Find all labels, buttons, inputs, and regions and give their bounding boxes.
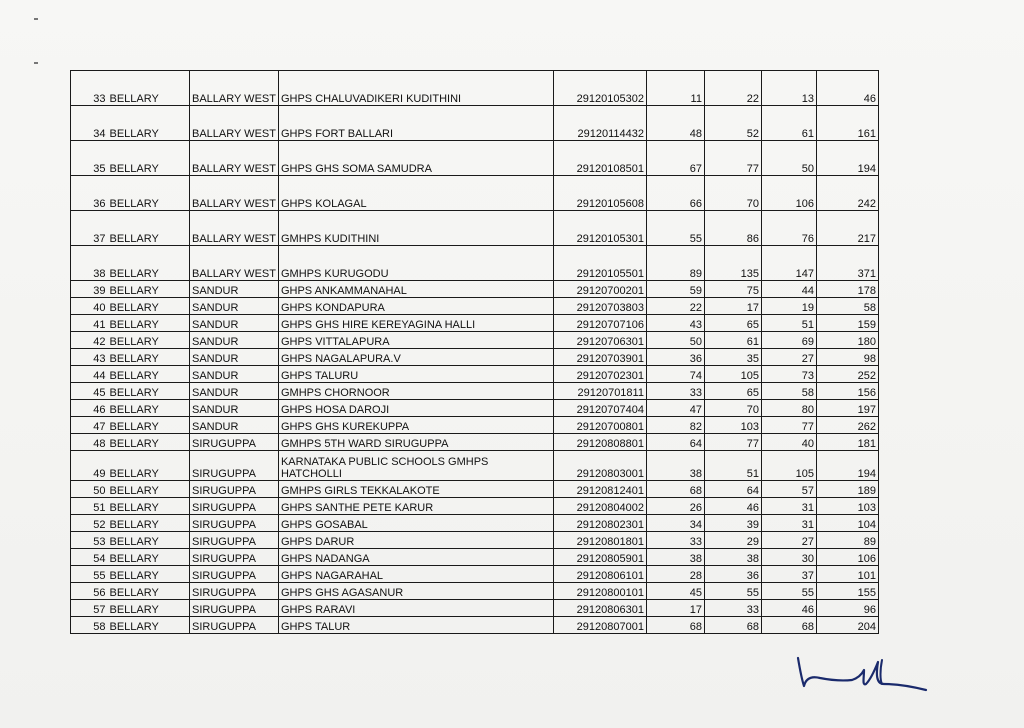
udise-code-cell: 29120105302 xyxy=(553,71,646,106)
udise-code-cell: 29120802301 xyxy=(553,515,646,532)
block-cell: SANDUR xyxy=(190,298,279,315)
school-name-cell: GMHPS GIRLS TEKKALAKOTE xyxy=(278,481,553,498)
district-cell: BELLARY xyxy=(108,417,190,434)
count-2-cell: 86 xyxy=(704,211,761,246)
table-row xyxy=(71,246,879,281)
block-cell: BALLARY WEST xyxy=(190,246,279,281)
table-row xyxy=(71,383,879,400)
district-cell: BELLARY xyxy=(108,400,190,417)
school-name-cell: GMHPS KURUGODU xyxy=(278,246,553,281)
table-row xyxy=(71,106,879,141)
count-3-cell: 55 xyxy=(761,583,816,600)
count-1-cell: 47 xyxy=(646,400,704,417)
school-enrollment-table xyxy=(70,70,879,634)
udise-code-cell: 29120800101 xyxy=(553,583,646,600)
school-name-cell: GHPS HOSA DAROJI xyxy=(278,400,553,417)
total-cell: 178 xyxy=(816,281,878,298)
table-row xyxy=(71,211,879,246)
count-3-cell: 31 xyxy=(761,515,816,532)
count-3-cell: 27 xyxy=(761,532,816,549)
district-cell: BELLARY xyxy=(108,481,190,498)
total-cell: 155 xyxy=(816,583,878,600)
udise-code-cell: 29120806301 xyxy=(553,600,646,617)
serial-number-cell: 53 xyxy=(71,532,108,549)
block-cell: SIRUGUPPA xyxy=(190,515,279,532)
serial-number-cell: 47 xyxy=(71,417,108,434)
total-cell: 96 xyxy=(816,600,878,617)
count-1-cell: 82 xyxy=(646,417,704,434)
udise-code-cell: 29120701811 xyxy=(553,383,646,400)
count-1-cell: 45 xyxy=(646,583,704,600)
udise-code-cell: 29120105501 xyxy=(553,246,646,281)
udise-code-cell: 29120801801 xyxy=(553,532,646,549)
total-cell: 189 xyxy=(816,481,878,498)
school-name-cell: KARNATAKA PUBLIC SCHOOLS GMHPS HATCHOLLI xyxy=(278,451,553,481)
count-1-cell: 22 xyxy=(646,298,704,315)
serial-number-cell: 38 xyxy=(71,246,108,281)
udise-code-cell: 29120805901 xyxy=(553,549,646,566)
total-cell: 204 xyxy=(816,617,878,634)
table-row xyxy=(71,566,879,583)
udise-code-cell: 29120808801 xyxy=(553,434,646,451)
udise-code-cell: 29120807001 xyxy=(553,617,646,634)
udise-code-cell: 29120703803 xyxy=(553,298,646,315)
udise-code-cell: 29120806101 xyxy=(553,566,646,583)
school-name-cell: GMHPS 5TH WARD SIRUGUPPA xyxy=(278,434,553,451)
district-cell: BELLARY xyxy=(108,583,190,600)
school-name-cell: GHPS KONDAPURA xyxy=(278,298,553,315)
count-2-cell: 103 xyxy=(704,417,761,434)
district-cell: BELLARY xyxy=(108,515,190,532)
school-name-cell: GHPS VITTALAPURA xyxy=(278,332,553,349)
block-cell: BALLARY WEST xyxy=(190,211,279,246)
count-2-cell: 65 xyxy=(704,383,761,400)
count-2-cell: 70 xyxy=(704,176,761,211)
total-cell: 252 xyxy=(816,366,878,383)
district-cell: BELLARY xyxy=(108,451,190,481)
total-cell: 371 xyxy=(816,246,878,281)
count-1-cell: 38 xyxy=(646,549,704,566)
count-2-cell: 51 xyxy=(704,451,761,481)
count-2-cell: 17 xyxy=(704,298,761,315)
school-name-cell: GHPS GHS SOMA SAMUDRA xyxy=(278,141,553,176)
block-cell: SANDUR xyxy=(190,417,279,434)
district-cell: BELLARY xyxy=(108,600,190,617)
serial-number-cell: 35 xyxy=(71,141,108,176)
total-cell: 161 xyxy=(816,106,878,141)
count-2-cell: 135 xyxy=(704,246,761,281)
udise-code-cell: 29120114432 xyxy=(553,106,646,141)
signature xyxy=(790,650,930,700)
count-3-cell: 19 xyxy=(761,298,816,315)
udise-code-cell: 29120706301 xyxy=(553,332,646,349)
count-2-cell: 35 xyxy=(704,349,761,366)
school-name-cell: GHPS GHS KUREKUPPA xyxy=(278,417,553,434)
block-cell: SIRUGUPPA xyxy=(190,434,279,451)
total-cell: 242 xyxy=(816,176,878,211)
table-row xyxy=(71,451,879,481)
school-name-cell: GHPS GOSABAL xyxy=(278,515,553,532)
total-cell: 197 xyxy=(816,400,878,417)
count-1-cell: 66 xyxy=(646,176,704,211)
count-3-cell: 13 xyxy=(761,71,816,106)
school-name-cell: GHPS KOLAGAL xyxy=(278,176,553,211)
count-3-cell: 147 xyxy=(761,246,816,281)
district-cell: BELLARY xyxy=(108,211,190,246)
block-cell: BALLARY WEST xyxy=(190,141,279,176)
block-cell: BALLARY WEST xyxy=(190,176,279,211)
block-cell: SIRUGUPPA xyxy=(190,498,279,515)
count-2-cell: 64 xyxy=(704,481,761,498)
count-1-cell: 68 xyxy=(646,481,704,498)
table-row xyxy=(71,71,879,106)
count-1-cell: 17 xyxy=(646,600,704,617)
count-1-cell: 33 xyxy=(646,383,704,400)
block-cell: SANDUR xyxy=(190,383,279,400)
district-cell: BELLARY xyxy=(108,549,190,566)
total-cell: 101 xyxy=(816,566,878,583)
count-3-cell: 30 xyxy=(761,549,816,566)
block-cell: SANDUR xyxy=(190,349,279,366)
count-1-cell: 34 xyxy=(646,515,704,532)
block-cell: SIRUGUPPA xyxy=(190,600,279,617)
total-cell: 156 xyxy=(816,383,878,400)
table-row xyxy=(71,481,879,498)
district-cell: BELLARY xyxy=(108,315,190,332)
count-2-cell: 39 xyxy=(704,515,761,532)
serial-number-cell: 50 xyxy=(71,481,108,498)
district-cell: BELLARY xyxy=(108,617,190,634)
table-row xyxy=(71,417,879,434)
udise-code-cell: 29120108501 xyxy=(553,141,646,176)
serial-number-cell: 36 xyxy=(71,176,108,211)
district-cell: BELLARY xyxy=(108,176,190,211)
district-cell: BELLARY xyxy=(108,246,190,281)
block-cell: SIRUGUPPA xyxy=(190,481,279,498)
count-3-cell: 51 xyxy=(761,315,816,332)
block-cell: SANDUR xyxy=(190,332,279,349)
block-cell: SANDUR xyxy=(190,315,279,332)
block-cell: BALLARY WEST xyxy=(190,71,279,106)
serial-number-cell: 42 xyxy=(71,332,108,349)
count-1-cell: 67 xyxy=(646,141,704,176)
serial-number-cell: 33 xyxy=(71,71,108,106)
serial-number-cell: 40 xyxy=(71,298,108,315)
count-2-cell: 77 xyxy=(704,141,761,176)
district-cell: BELLARY xyxy=(108,106,190,141)
count-1-cell: 50 xyxy=(646,332,704,349)
count-3-cell: 46 xyxy=(761,600,816,617)
count-1-cell: 68 xyxy=(646,617,704,634)
total-cell: 159 xyxy=(816,315,878,332)
count-2-cell: 70 xyxy=(704,400,761,417)
table-row xyxy=(71,532,879,549)
table-row xyxy=(71,400,879,417)
school-name-cell: GHPS GHS HIRE KEREYAGINA HALLI xyxy=(278,315,553,332)
district-cell: BELLARY xyxy=(108,71,190,106)
district-cell: BELLARY xyxy=(108,332,190,349)
count-2-cell: 55 xyxy=(704,583,761,600)
total-cell: 106 xyxy=(816,549,878,566)
table-row xyxy=(71,515,879,532)
serial-number-cell: 52 xyxy=(71,515,108,532)
serial-number-cell: 43 xyxy=(71,349,108,366)
count-1-cell: 33 xyxy=(646,532,704,549)
count-3-cell: 31 xyxy=(761,498,816,515)
table-row xyxy=(71,583,879,600)
total-cell: 194 xyxy=(816,141,878,176)
table-row xyxy=(71,176,879,211)
serial-number-cell: 51 xyxy=(71,498,108,515)
district-cell: BELLARY xyxy=(108,434,190,451)
count-1-cell: 28 xyxy=(646,566,704,583)
serial-number-cell: 44 xyxy=(71,366,108,383)
count-3-cell: 44 xyxy=(761,281,816,298)
count-1-cell: 43 xyxy=(646,315,704,332)
total-cell: 46 xyxy=(816,71,878,106)
block-cell: SANDUR xyxy=(190,366,279,383)
udise-code-cell: 29120812401 xyxy=(553,481,646,498)
serial-number-cell: 58 xyxy=(71,617,108,634)
count-3-cell: 77 xyxy=(761,417,816,434)
count-3-cell: 58 xyxy=(761,383,816,400)
total-cell: 194 xyxy=(816,451,878,481)
count-2-cell: 75 xyxy=(704,281,761,298)
table-row xyxy=(71,600,879,617)
count-1-cell: 38 xyxy=(646,451,704,481)
school-name-cell: GHPS TALURU xyxy=(278,366,553,383)
school-name-cell: GHPS NADANGA xyxy=(278,549,553,566)
table-row xyxy=(71,315,879,332)
count-1-cell: 59 xyxy=(646,281,704,298)
block-cell: SIRUGUPPA xyxy=(190,617,279,634)
count-3-cell: 73 xyxy=(761,366,816,383)
table-row xyxy=(71,332,879,349)
block-cell: SIRUGUPPA xyxy=(190,583,279,600)
count-3-cell: 69 xyxy=(761,332,816,349)
count-1-cell: 11 xyxy=(646,71,704,106)
total-cell: 98 xyxy=(816,349,878,366)
total-cell: 58 xyxy=(816,298,878,315)
serial-number-cell: 39 xyxy=(71,281,108,298)
district-cell: BELLARY xyxy=(108,532,190,549)
udise-code-cell: 29120703901 xyxy=(553,349,646,366)
margin-mark xyxy=(34,62,38,64)
block-cell: SIRUGUPPA xyxy=(190,549,279,566)
udise-code-cell: 29120803001 xyxy=(553,451,646,481)
total-cell: 180 xyxy=(816,332,878,349)
school-name-cell: GHPS NAGARAHAL xyxy=(278,566,553,583)
district-cell: BELLARY xyxy=(108,141,190,176)
block-cell: SIRUGUPPA xyxy=(190,451,279,481)
count-3-cell: 61 xyxy=(761,106,816,141)
count-3-cell: 37 xyxy=(761,566,816,583)
count-3-cell: 50 xyxy=(761,141,816,176)
block-cell: SANDUR xyxy=(190,281,279,298)
serial-number-cell: 34 xyxy=(71,106,108,141)
udise-code-cell: 29120804002 xyxy=(553,498,646,515)
count-3-cell: 76 xyxy=(761,211,816,246)
count-2-cell: 46 xyxy=(704,498,761,515)
block-cell: BALLARY WEST xyxy=(190,106,279,141)
school-name-cell: GHPS ANKAMMANAHAL xyxy=(278,281,553,298)
serial-number-cell: 49 xyxy=(71,451,108,481)
district-cell: BELLARY xyxy=(108,566,190,583)
serial-number-cell: 56 xyxy=(71,583,108,600)
block-cell: SIRUGUPPA xyxy=(190,532,279,549)
serial-number-cell: 55 xyxy=(71,566,108,583)
count-1-cell: 36 xyxy=(646,349,704,366)
total-cell: 89 xyxy=(816,532,878,549)
district-cell: BELLARY xyxy=(108,298,190,315)
count-2-cell: 61 xyxy=(704,332,761,349)
table-row xyxy=(71,549,879,566)
count-3-cell: 40 xyxy=(761,434,816,451)
district-cell: BELLARY xyxy=(108,281,190,298)
serial-number-cell: 41 xyxy=(71,315,108,332)
udise-code-cell: 29120707106 xyxy=(553,315,646,332)
school-name-cell: GHPS NAGALAPURA.V xyxy=(278,349,553,366)
count-2-cell: 105 xyxy=(704,366,761,383)
count-2-cell: 52 xyxy=(704,106,761,141)
total-cell: 262 xyxy=(816,417,878,434)
count-3-cell: 80 xyxy=(761,400,816,417)
total-cell: 217 xyxy=(816,211,878,246)
serial-number-cell: 46 xyxy=(71,400,108,417)
serial-number-cell: 57 xyxy=(71,600,108,617)
count-2-cell: 38 xyxy=(704,549,761,566)
count-1-cell: 55 xyxy=(646,211,704,246)
count-2-cell: 68 xyxy=(704,617,761,634)
count-2-cell: 22 xyxy=(704,71,761,106)
count-1-cell: 89 xyxy=(646,246,704,281)
district-cell: BELLARY xyxy=(108,349,190,366)
serial-number-cell: 45 xyxy=(71,383,108,400)
total-cell: 104 xyxy=(816,515,878,532)
count-2-cell: 36 xyxy=(704,566,761,583)
total-cell: 181 xyxy=(816,434,878,451)
table-row xyxy=(71,298,879,315)
district-cell: BELLARY xyxy=(108,383,190,400)
serial-number-cell: 37 xyxy=(71,211,108,246)
table-body xyxy=(71,71,879,634)
udise-code-cell: 29120700201 xyxy=(553,281,646,298)
school-name-cell: GHPS CHALUVADIKERI KUDITHINI xyxy=(278,71,553,106)
table-row xyxy=(71,366,879,383)
count-2-cell: 65 xyxy=(704,315,761,332)
udise-code-cell: 29120105608 xyxy=(553,176,646,211)
school-name-cell: GHPS FORT BALLARI xyxy=(278,106,553,141)
table-row xyxy=(71,349,879,366)
table-row xyxy=(71,434,879,451)
district-cell: BELLARY xyxy=(108,498,190,515)
table-row xyxy=(71,141,879,176)
school-name-cell: GMHPS CHORNOOR xyxy=(278,383,553,400)
block-cell: SANDUR xyxy=(190,400,279,417)
block-cell: SIRUGUPPA xyxy=(190,566,279,583)
school-name-cell: GHPS GHS AGASANUR xyxy=(278,583,553,600)
udise-code-cell: 29120707404 xyxy=(553,400,646,417)
school-name-cell: GHPS RARAVI xyxy=(278,600,553,617)
count-1-cell: 48 xyxy=(646,106,704,141)
count-3-cell: 27 xyxy=(761,349,816,366)
school-name-cell: GHPS DARUR xyxy=(278,532,553,549)
count-3-cell: 105 xyxy=(761,451,816,481)
school-name-cell: GMHPS KUDITHINI xyxy=(278,211,553,246)
udise-code-cell: 29120702301 xyxy=(553,366,646,383)
table-row xyxy=(71,498,879,515)
margin-mark xyxy=(34,18,38,20)
count-3-cell: 106 xyxy=(761,176,816,211)
count-1-cell: 74 xyxy=(646,366,704,383)
school-name-cell: GHPS TALUR xyxy=(278,617,553,634)
count-3-cell: 68 xyxy=(761,617,816,634)
total-cell: 103 xyxy=(816,498,878,515)
udise-code-cell: 29120700801 xyxy=(553,417,646,434)
district-cell: BELLARY xyxy=(108,366,190,383)
table-row xyxy=(71,617,879,634)
count-2-cell: 77 xyxy=(704,434,761,451)
school-name-cell: GHPS SANTHE PETE KARUR xyxy=(278,498,553,515)
count-1-cell: 64 xyxy=(646,434,704,451)
table-row xyxy=(71,281,879,298)
serial-number-cell: 54 xyxy=(71,549,108,566)
count-1-cell: 26 xyxy=(646,498,704,515)
serial-number-cell: 48 xyxy=(71,434,108,451)
count-2-cell: 29 xyxy=(704,532,761,549)
count-2-cell: 33 xyxy=(704,600,761,617)
udise-code-cell: 29120105301 xyxy=(553,211,646,246)
count-3-cell: 57 xyxy=(761,481,816,498)
